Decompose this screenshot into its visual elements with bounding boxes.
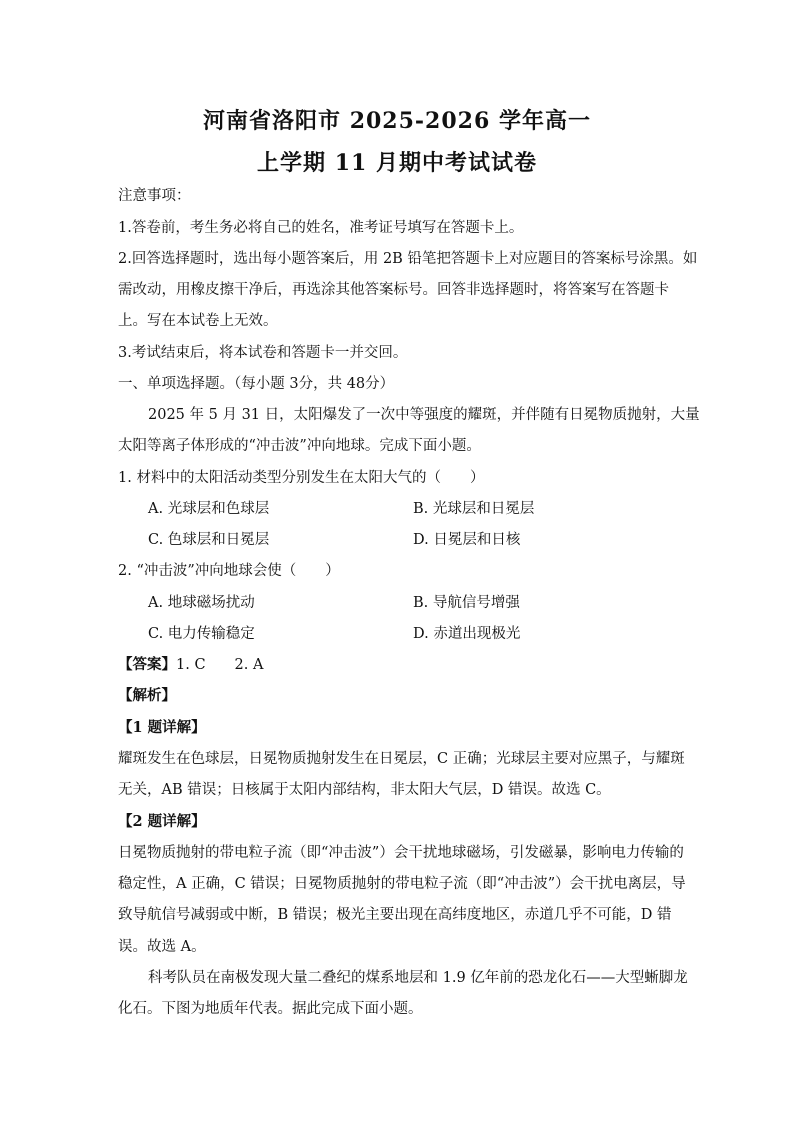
question-1-option-b: B. 光球层和日冕层	[413, 501, 535, 517]
detail-1-heading: 【1 题详解】	[118, 719, 206, 736]
question-2-option-a: A. 地球磁场扰动	[148, 595, 255, 611]
note-2-line2: 需改动，用橡皮擦干净后，再选涂其他答案标号。回答非选择题时，将答案写在答题卡	[118, 282, 669, 298]
detail-1-line1: 耀斑发生在色球层，日冕物质抛射发生在日冕层，C 正确；光球层主要对应黑子，与耀斑	[118, 751, 685, 767]
answer-label: 【答案】	[118, 656, 176, 673]
answer-line	[118, 655, 678, 675]
material-1-line1: 2025 年 5 月 31 日，太阳爆发了一次中等强度的耀斑，并伴随有日冕物质抛射，大量	[148, 407, 700, 423]
detail-2-line2: 稳定性，A 正确，C 错误；日冕物质抛射的带电粒子流（即“冲击波”）会干扰电离层，导	[118, 876, 686, 892]
material-2-line1: 科考队员在南极发现大量二叠纪的煤系地层和 1.9 亿年前的恐龙化石——大型蜥脚龙	[148, 970, 688, 986]
page-title: 河南省洛阳市 2025-2026 学年高一	[203, 108, 591, 134]
detail-2-line4: 误。故选 A。	[118, 939, 206, 955]
detail-2-line3: 致导航信号减弱或中断，B 错误；极光主要出现在高纬度地区，赤道几乎不可能，D 错	[118, 907, 672, 923]
detail-2-heading: 【2 题详解】	[118, 813, 206, 830]
page-subtitle: 上学期 11 月期中考试试卷	[257, 150, 537, 176]
notes-heading: 注意事项：	[118, 188, 191, 204]
question-1-option-c: C. 色球层和日冕层	[148, 532, 270, 548]
question-2-option-d: D. 赤道出现极光	[413, 626, 521, 642]
section-heading: 一、单项选择题。（每小题 3分，共 48分）	[118, 376, 395, 392]
note-2-line1: 2.回答选择题时，选出每小题答案后，用 2B 铅笔把答题卡上对应题目的答案标号涂黑。如	[118, 251, 698, 267]
detail-2-line1: 日冕物质抛射的带电粒子流（即“冲击波”）会干扰地球磁场，引发磁暴，影响电力传输的	[118, 845, 684, 861]
material-1-line2: 太阳等离子体形成的“冲击波”冲向地球。完成下面小题。	[118, 438, 481, 454]
material-2-line2: 化石。下图为地质年代表。据此完成下面小题。	[118, 1001, 423, 1017]
question-1-option-d: D. 日冕层和日核	[413, 532, 521, 548]
question-2-option-c: C. 电力传输稳定	[148, 626, 255, 642]
note-3: 3.考试结束后，将本试卷和答题卡一并交回。	[118, 345, 408, 361]
question-1-option-a: A. 光球层和色球层	[148, 501, 270, 517]
question-1-stem: 1. 材料中的太阳活动类型分别发生在太阳大气的（ ）	[118, 470, 485, 486]
question-2-stem: 2. “冲击波”冲向地球会使（ ）	[118, 563, 340, 579]
note-2-line3: 上。写在本试卷上无效。	[118, 313, 278, 329]
detail-1-line2: 无关，AB 错误；日核属于太阳内部结构，非太阳大气层，D 错误。故选 C。	[118, 782, 611, 798]
analysis-label: 【解析】	[118, 687, 176, 704]
answer-text: 1. C 2. A	[176, 657, 264, 673]
note-1: 1.答卷前，考生务必将自己的姓名，准考证号填写在答题卡上。	[118, 220, 524, 236]
question-2-option-b: B. 导航信号增强	[413, 595, 520, 611]
